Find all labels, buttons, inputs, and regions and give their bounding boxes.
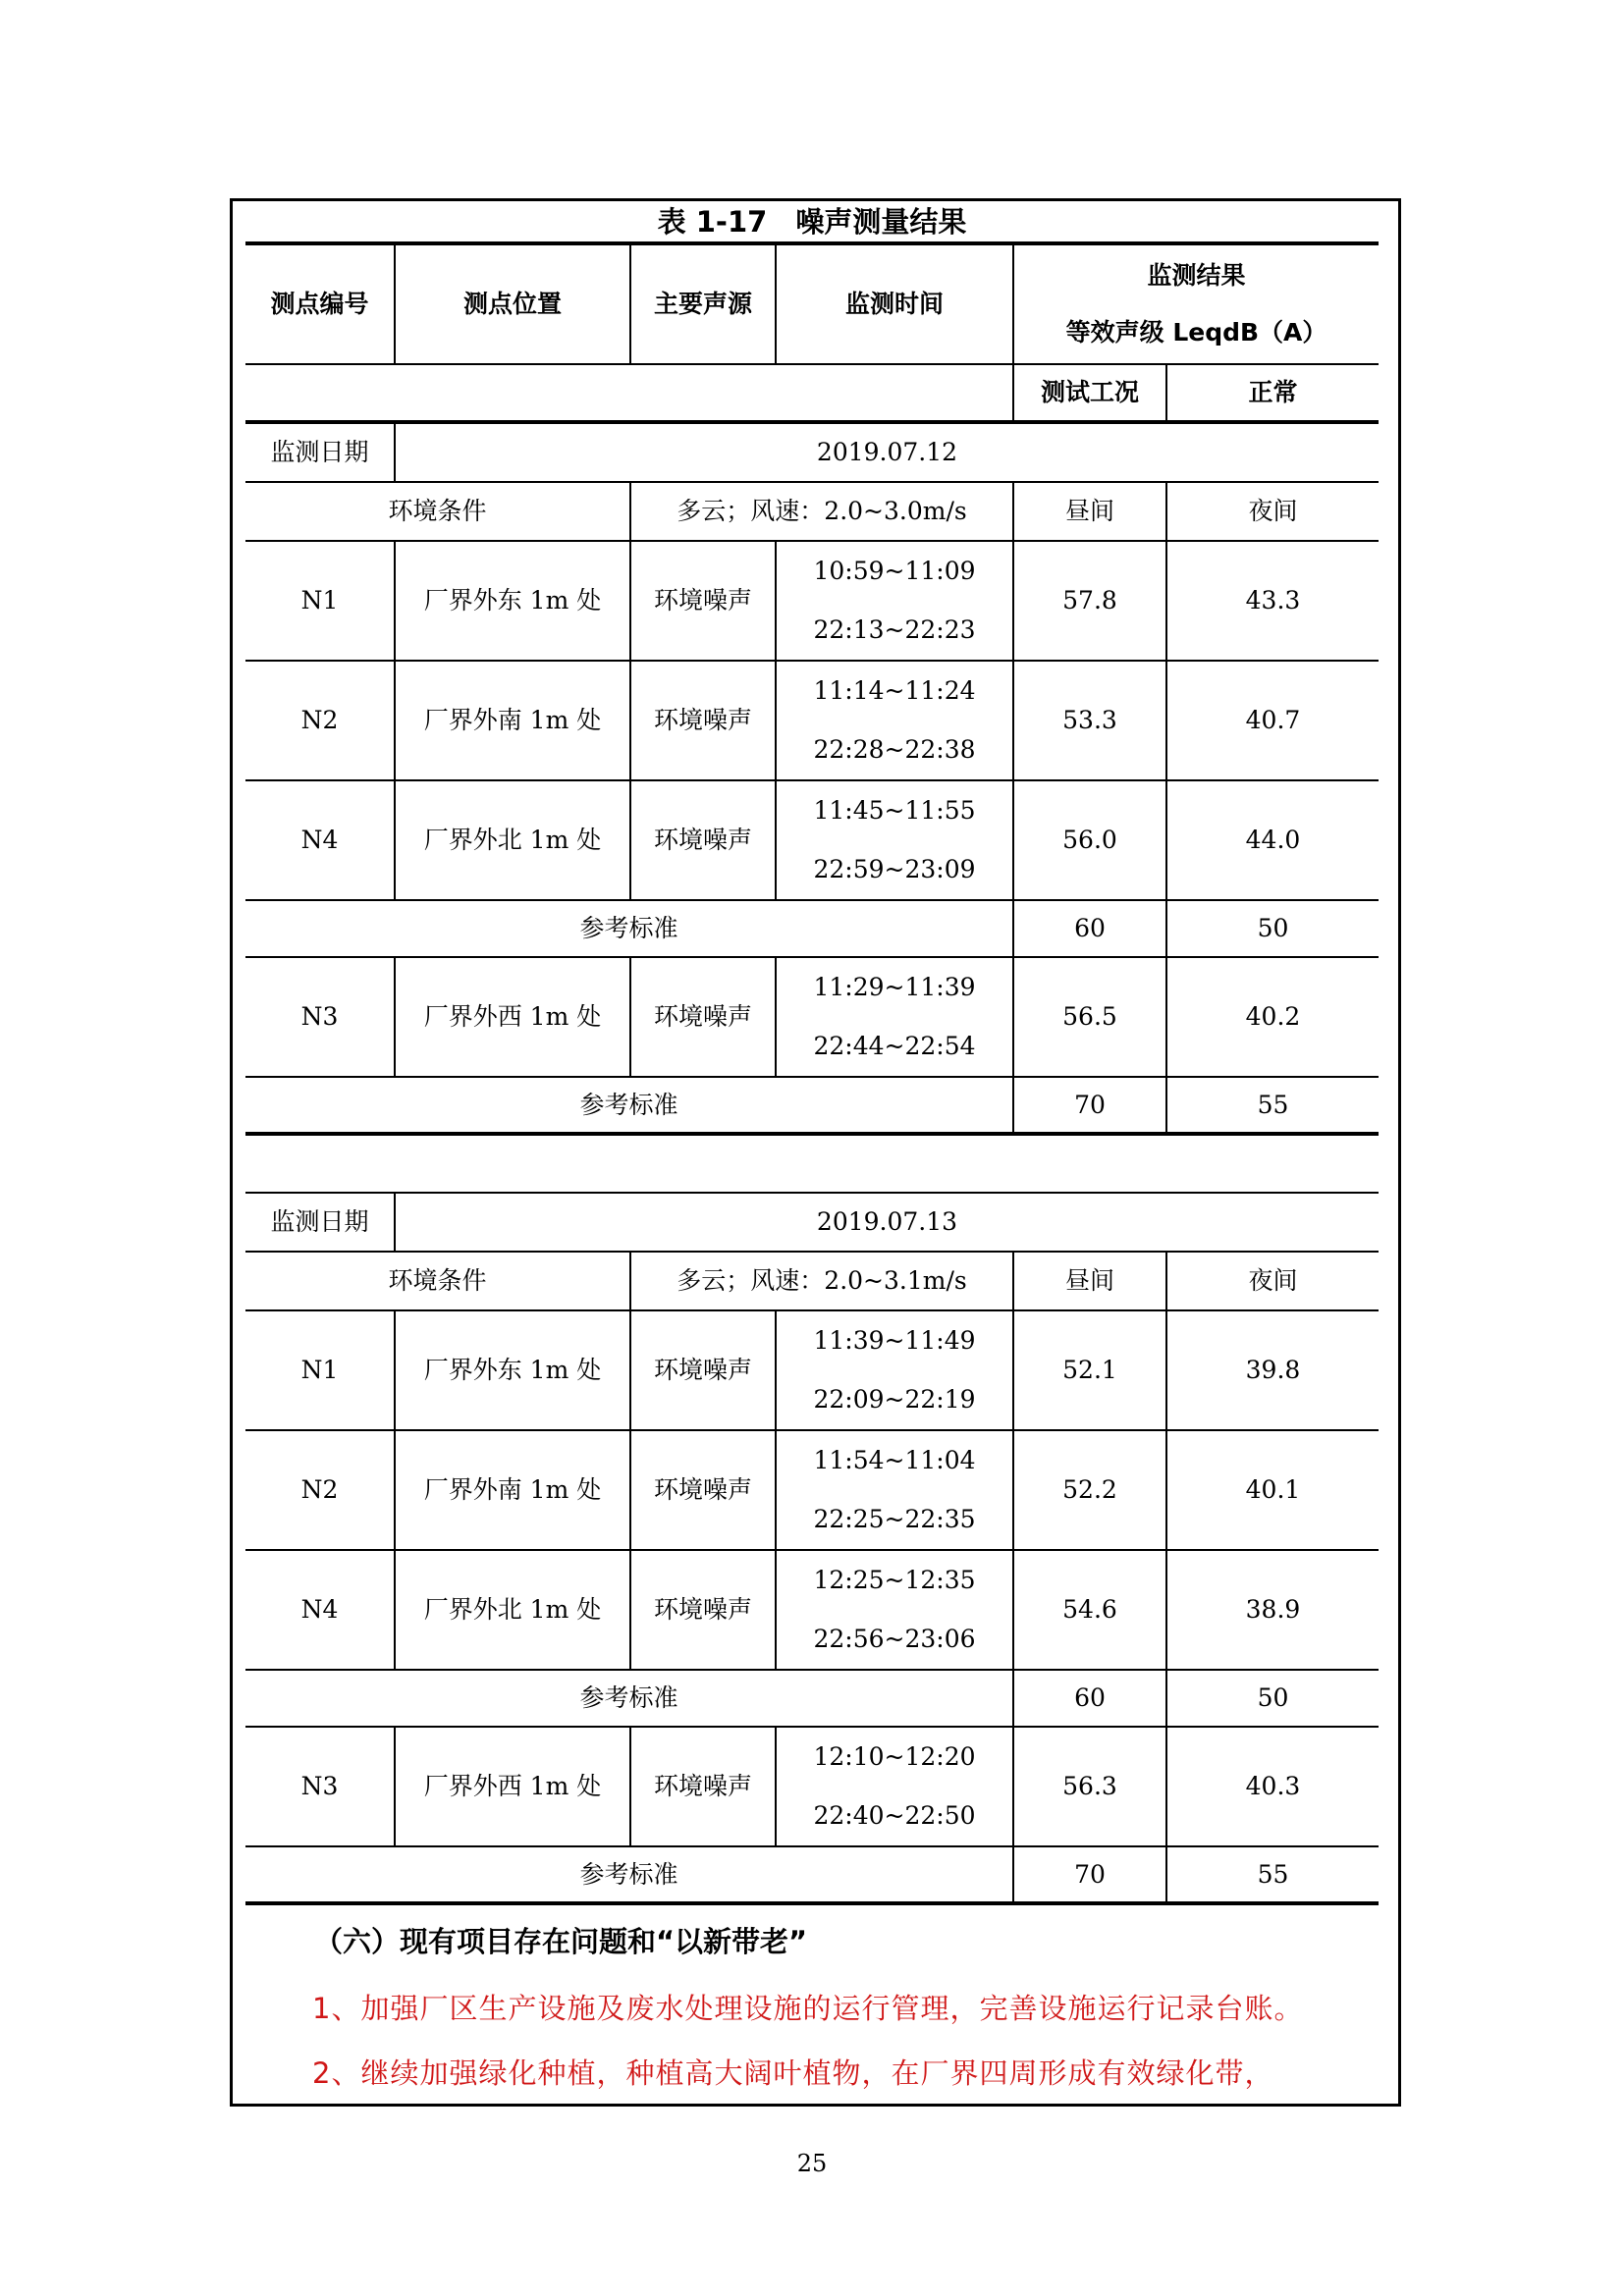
point-location: 厂界外东 1m 处 — [395, 541, 630, 661]
header-condition-row — [245, 364, 1379, 421]
time-night: 22:56~23:06 — [813, 1625, 976, 1653]
header-source — [630, 245, 776, 364]
standard-row — [245, 900, 1379, 957]
data-row — [245, 780, 1379, 900]
day-value: 57.8 — [1013, 541, 1166, 661]
standard-day: 60 — [1013, 900, 1166, 957]
point-location: 厂界外南 1m 处 — [395, 661, 630, 780]
point-id: N2 — [245, 661, 395, 780]
time-night: 22:44~22:54 — [813, 1032, 976, 1060]
night-value: 44.0 — [1166, 780, 1379, 900]
date-row — [245, 423, 1379, 482]
point-location: 厂界外西 1m 处 — [395, 1727, 630, 1846]
night-label: 夜间 — [1166, 1252, 1379, 1310]
noise-source: 环境噪声 — [630, 1550, 776, 1670]
monitor-time — [776, 1430, 1013, 1550]
noise-source: 环境噪声 — [630, 1310, 776, 1430]
time-night: 22:13~22:23 — [813, 615, 976, 644]
env-row — [245, 482, 1379, 541]
time-day: 11:29~11:39 — [813, 973, 976, 1001]
header-condition-value: 正常 — [1166, 364, 1379, 421]
day-value: 56.0 — [1013, 780, 1166, 900]
time-day: 10:59~11:09 — [813, 557, 976, 585]
night-value: 40.2 — [1166, 957, 1379, 1077]
standard-day: 70 — [1013, 1077, 1166, 1134]
data-row — [245, 1430, 1379, 1550]
data-row — [245, 661, 1379, 780]
monitor-time — [776, 1550, 1013, 1670]
header-point-id: 测点编号 — [245, 245, 395, 364]
data-row — [245, 1727, 1379, 1846]
header-test-condition: 测试工况 — [1013, 364, 1166, 421]
block-spacer — [245, 1134, 1379, 1193]
night-value: 40.1 — [1166, 1430, 1379, 1550]
header-location: 测点位置 — [395, 245, 630, 364]
standard-label: 参考标准 — [245, 1670, 1013, 1727]
time-night: 22:40~22:50 — [813, 1801, 976, 1830]
noise-source: 环境噪声 — [630, 780, 776, 900]
red-item-2: 2、继续加强绿化种植，种植高大阔叶植物，在厂界四周形成有效绿化带， — [312, 2056, 1274, 2090]
standard-night: 50 — [1166, 1670, 1379, 1727]
env-value: 多云；风速：2.0~3.1m/s — [630, 1252, 1013, 1310]
standard-night: 50 — [1166, 900, 1379, 957]
point-id: N4 — [245, 780, 395, 900]
standard-label: 参考标准 — [245, 900, 1013, 957]
noise-table — [245, 245, 1379, 422]
page-number: 25 — [796, 2150, 828, 2177]
day-label: 昼间 — [1013, 1252, 1166, 1310]
header-time: 监测时间 — [776, 245, 1013, 364]
env-label: 环境条件 — [245, 1252, 630, 1310]
noise-source: 环境噪声 — [630, 957, 776, 1077]
day-value: 53.3 — [1013, 661, 1166, 780]
time-day: 12:10~12:20 — [813, 1742, 976, 1771]
monitor-time — [776, 661, 1013, 780]
noise-source: 环境噪声 — [630, 661, 776, 780]
standard-day: 70 — [1013, 1846, 1166, 1903]
standard-row — [245, 1077, 1379, 1134]
standard-row — [245, 1846, 1379, 1903]
time-night: 22:09~22:19 — [813, 1385, 976, 1414]
day-value: 52.2 — [1013, 1430, 1166, 1550]
point-id: N1 — [245, 1310, 395, 1430]
red-item-1: 1、加强厂区生产设施及废水处理设施的运行管理，完善设施运行记录台账。 — [312, 1992, 1304, 2025]
date-value: 2019.07.12 — [395, 423, 1379, 482]
night-value: 40.3 — [1166, 1727, 1379, 1846]
header-result — [1013, 245, 1379, 364]
spacer-cell — [245, 1134, 1379, 1193]
day-value: 52.1 — [1013, 1310, 1166, 1430]
env-row — [245, 1252, 1379, 1310]
noise-source: 环境噪声 — [630, 1430, 776, 1550]
monitor-time — [776, 780, 1013, 900]
time-night: 22:59~23:09 — [813, 855, 976, 883]
table-title: 表 1-17 噪声测量结果 — [245, 198, 1379, 245]
section-heading: （六）现有项目存在问题和“以新带老” — [314, 1925, 808, 1958]
monitor-time — [776, 1727, 1013, 1846]
data-table — [245, 422, 1379, 1905]
time-day: 11:39~11:49 — [813, 1326, 976, 1355]
date-label: 监测日期 — [245, 423, 395, 482]
noise-source: 环境噪声 — [630, 1727, 776, 1846]
time-day: 11:14~11:24 — [813, 676, 976, 705]
monitor-time — [776, 1310, 1013, 1430]
standard-night: 55 — [1166, 1077, 1379, 1134]
data-row — [245, 957, 1379, 1077]
day-value: 56.3 — [1013, 1727, 1166, 1846]
monitor-time — [776, 957, 1013, 1077]
header-row — [245, 245, 1379, 364]
night-value: 38.9 — [1166, 1550, 1379, 1670]
time-day: 11:45~11:55 — [813, 796, 976, 825]
point-id: N2 — [245, 1430, 395, 1550]
point-id: N1 — [245, 541, 395, 661]
table-container — [245, 198, 1379, 1905]
data-row — [245, 1310, 1379, 1430]
time-day: 11:54~11:04 — [813, 1446, 976, 1474]
data-row — [245, 541, 1379, 661]
point-location: 厂界外西 1m 处 — [395, 957, 630, 1077]
date-row — [245, 1193, 1379, 1252]
monitor-time — [776, 541, 1013, 661]
data-row — [245, 1550, 1379, 1670]
header-result-line2: 等效声级 LeqdB（A） — [1065, 318, 1327, 347]
date-label: 监测日期 — [245, 1193, 395, 1252]
night-value: 43.3 — [1166, 541, 1379, 661]
env-value: 多云；风速：2.0~3.0m/s — [630, 482, 1013, 541]
point-location: 厂界外南 1m 处 — [395, 1430, 630, 1550]
point-location: 厂界外东 1m 处 — [395, 1310, 630, 1430]
standard-label: 参考标准 — [245, 1846, 1013, 1903]
standard-label: 参考标准 — [245, 1077, 1013, 1134]
day-label: 昼间 — [1013, 482, 1166, 541]
date-value: 2019.07.13 — [395, 1193, 1379, 1252]
header-result-line1: 监测结果 — [1147, 261, 1246, 290]
standard-row — [245, 1670, 1379, 1727]
point-id: N3 — [245, 1727, 395, 1846]
noise-source: 环境噪声 — [630, 541, 776, 661]
time-day: 12:25~12:35 — [813, 1566, 976, 1594]
header-source-text: 主要声源 — [654, 290, 753, 318]
env-label: 环境条件 — [245, 482, 630, 541]
day-value: 56.5 — [1013, 957, 1166, 1077]
standard-night: 55 — [1166, 1846, 1379, 1903]
night-value: 39.8 — [1166, 1310, 1379, 1430]
point-id: N3 — [245, 957, 395, 1077]
night-label: 夜间 — [1166, 482, 1379, 541]
point-location: 厂界外北 1m 处 — [395, 780, 630, 900]
time-night: 22:28~22:38 — [813, 735, 976, 764]
point-id: N4 — [245, 1550, 395, 1670]
night-value: 40.7 — [1166, 661, 1379, 780]
standard-day: 60 — [1013, 1670, 1166, 1727]
day-value: 54.6 — [1013, 1550, 1166, 1670]
time-night: 22:25~22:35 — [813, 1505, 976, 1533]
point-location: 厂界外北 1m 处 — [395, 1550, 630, 1670]
